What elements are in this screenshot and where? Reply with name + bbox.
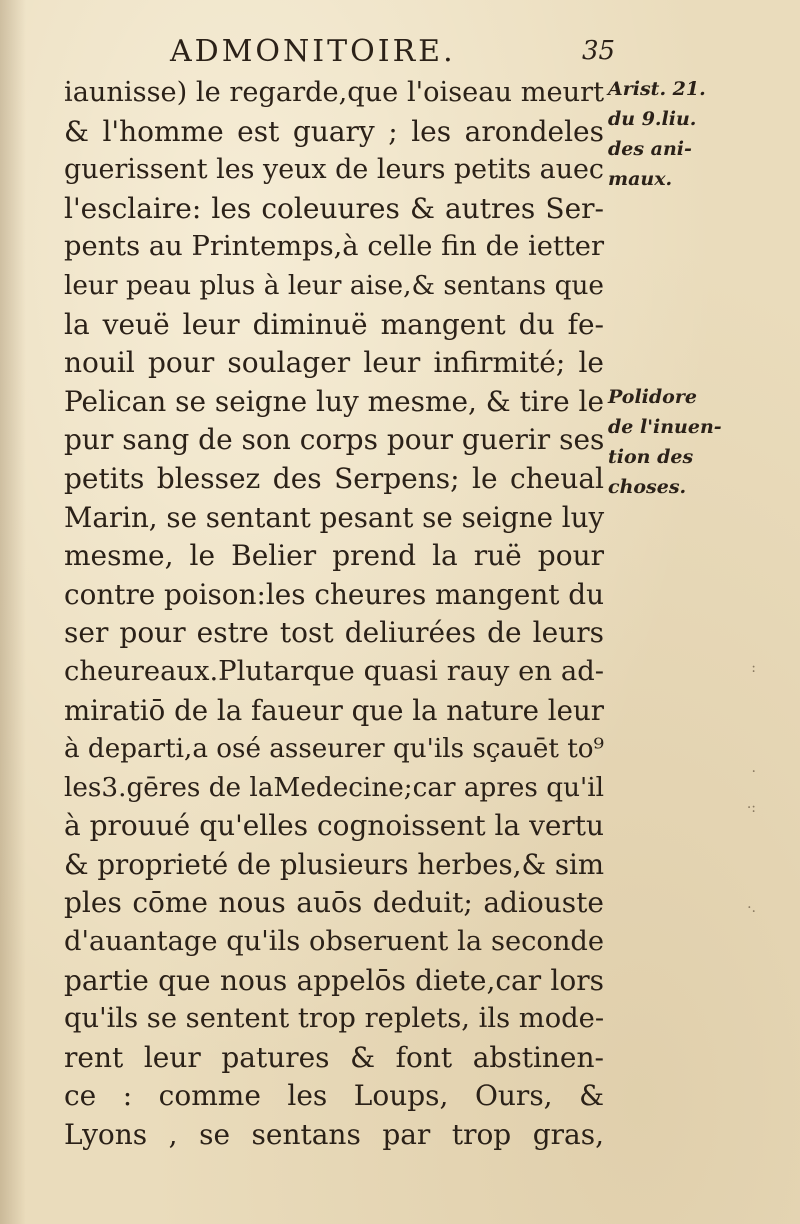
margin-note-line: tion des [608, 446, 694, 468]
margin-note-line: du 9.liu. [608, 108, 697, 130]
margin-note-line: Polidore [608, 386, 697, 408]
text-line: ce : comme les Loups, Ours, & [64, 1079, 604, 1113]
page-number: 35 [582, 36, 616, 66]
text-line: & proprieté de plusieurs herbes,& sim [64, 847, 604, 881]
text-line: à prouué qu'elles cognoissent la vertu [64, 809, 604, 843]
text-line: cheureaux.Plutarque quasi rauy en ad- [64, 655, 604, 687]
text-line: guerissent les yeux de leurs petits auec [64, 154, 604, 186]
text-line: & l'homme est guary ; les arondeles [64, 114, 604, 148]
text-line: miratiō de la faueur que la nature leur [64, 693, 604, 727]
text-line: pur sang de son corps pour guerir ses [64, 423, 605, 457]
running-head: ADMONITOIRE. [170, 34, 456, 69]
margin-note [608, 74, 738, 194]
main-text-block [64, 74, 604, 1155]
text-line: rent leur patures & font abstinen- [64, 1040, 604, 1074]
text-line: ser pour estre tost deliurées de leurs [64, 616, 604, 650]
marginal-speck: : [751, 660, 756, 676]
marginal-speck: ·: [746, 800, 756, 816]
text-line: l'esclaire: les coleuures & autres Ser- [64, 191, 604, 225]
text-line: contre poison:les cheures mangent du [64, 577, 605, 611]
gutter-shadow [0, 0, 26, 1224]
text-line: petits blessez des Serpens; le cheual [64, 461, 604, 495]
page-header [150, 30, 630, 76]
text-line: Marin, se sentant pesant se seigne luy [64, 500, 605, 534]
text-line: la veuë leur diminuë mangent du fe- [64, 307, 604, 341]
text-line: ples cōme nous auōs deduit; adiouste [64, 886, 604, 920]
text-line: d'auantage qu'ils obseruent la seconde [64, 926, 604, 958]
text-line: mesme, le Belier prend la ruë pour [64, 539, 604, 573]
marginal-speck: ·. [747, 900, 756, 916]
margin-note-line: Arist. 21. [608, 78, 706, 100]
marginal-speck: . [751, 760, 756, 776]
text-line: leur peau plus à leur aise,& sentans que [64, 270, 604, 301]
margin-note [608, 382, 738, 502]
text-line: les3.gēres de laMedecine;car apres qu'il [64, 772, 604, 803]
text-line: Pelican se seigne luy mesme, & tire le [64, 384, 604, 418]
text-line: à departi,a osé asseurer qu'ils sçauēt to⁹ [64, 734, 605, 765]
margin-note-line: de l'inuen- [608, 416, 722, 438]
text-line: iaunisse) le regarde,que l'oiseau meurt [64, 77, 604, 108]
text-line: nouil pour soulager leur infirmité; le [64, 346, 604, 380]
text-line: qu'ils se sentent trop replets, ils mode- [64, 1003, 605, 1035]
text-line: partie que nous appelōs diete,car lors [64, 963, 604, 997]
text-line: pents au Printemps,à celle fin de ietter [64, 231, 604, 263]
margin-note-line: des ani- [608, 138, 692, 160]
margin-note-line: maux. [608, 168, 673, 190]
text-line: Lyons , se sentans par trop gras, [64, 1118, 604, 1152]
margin-note-line: choses. [608, 476, 687, 498]
